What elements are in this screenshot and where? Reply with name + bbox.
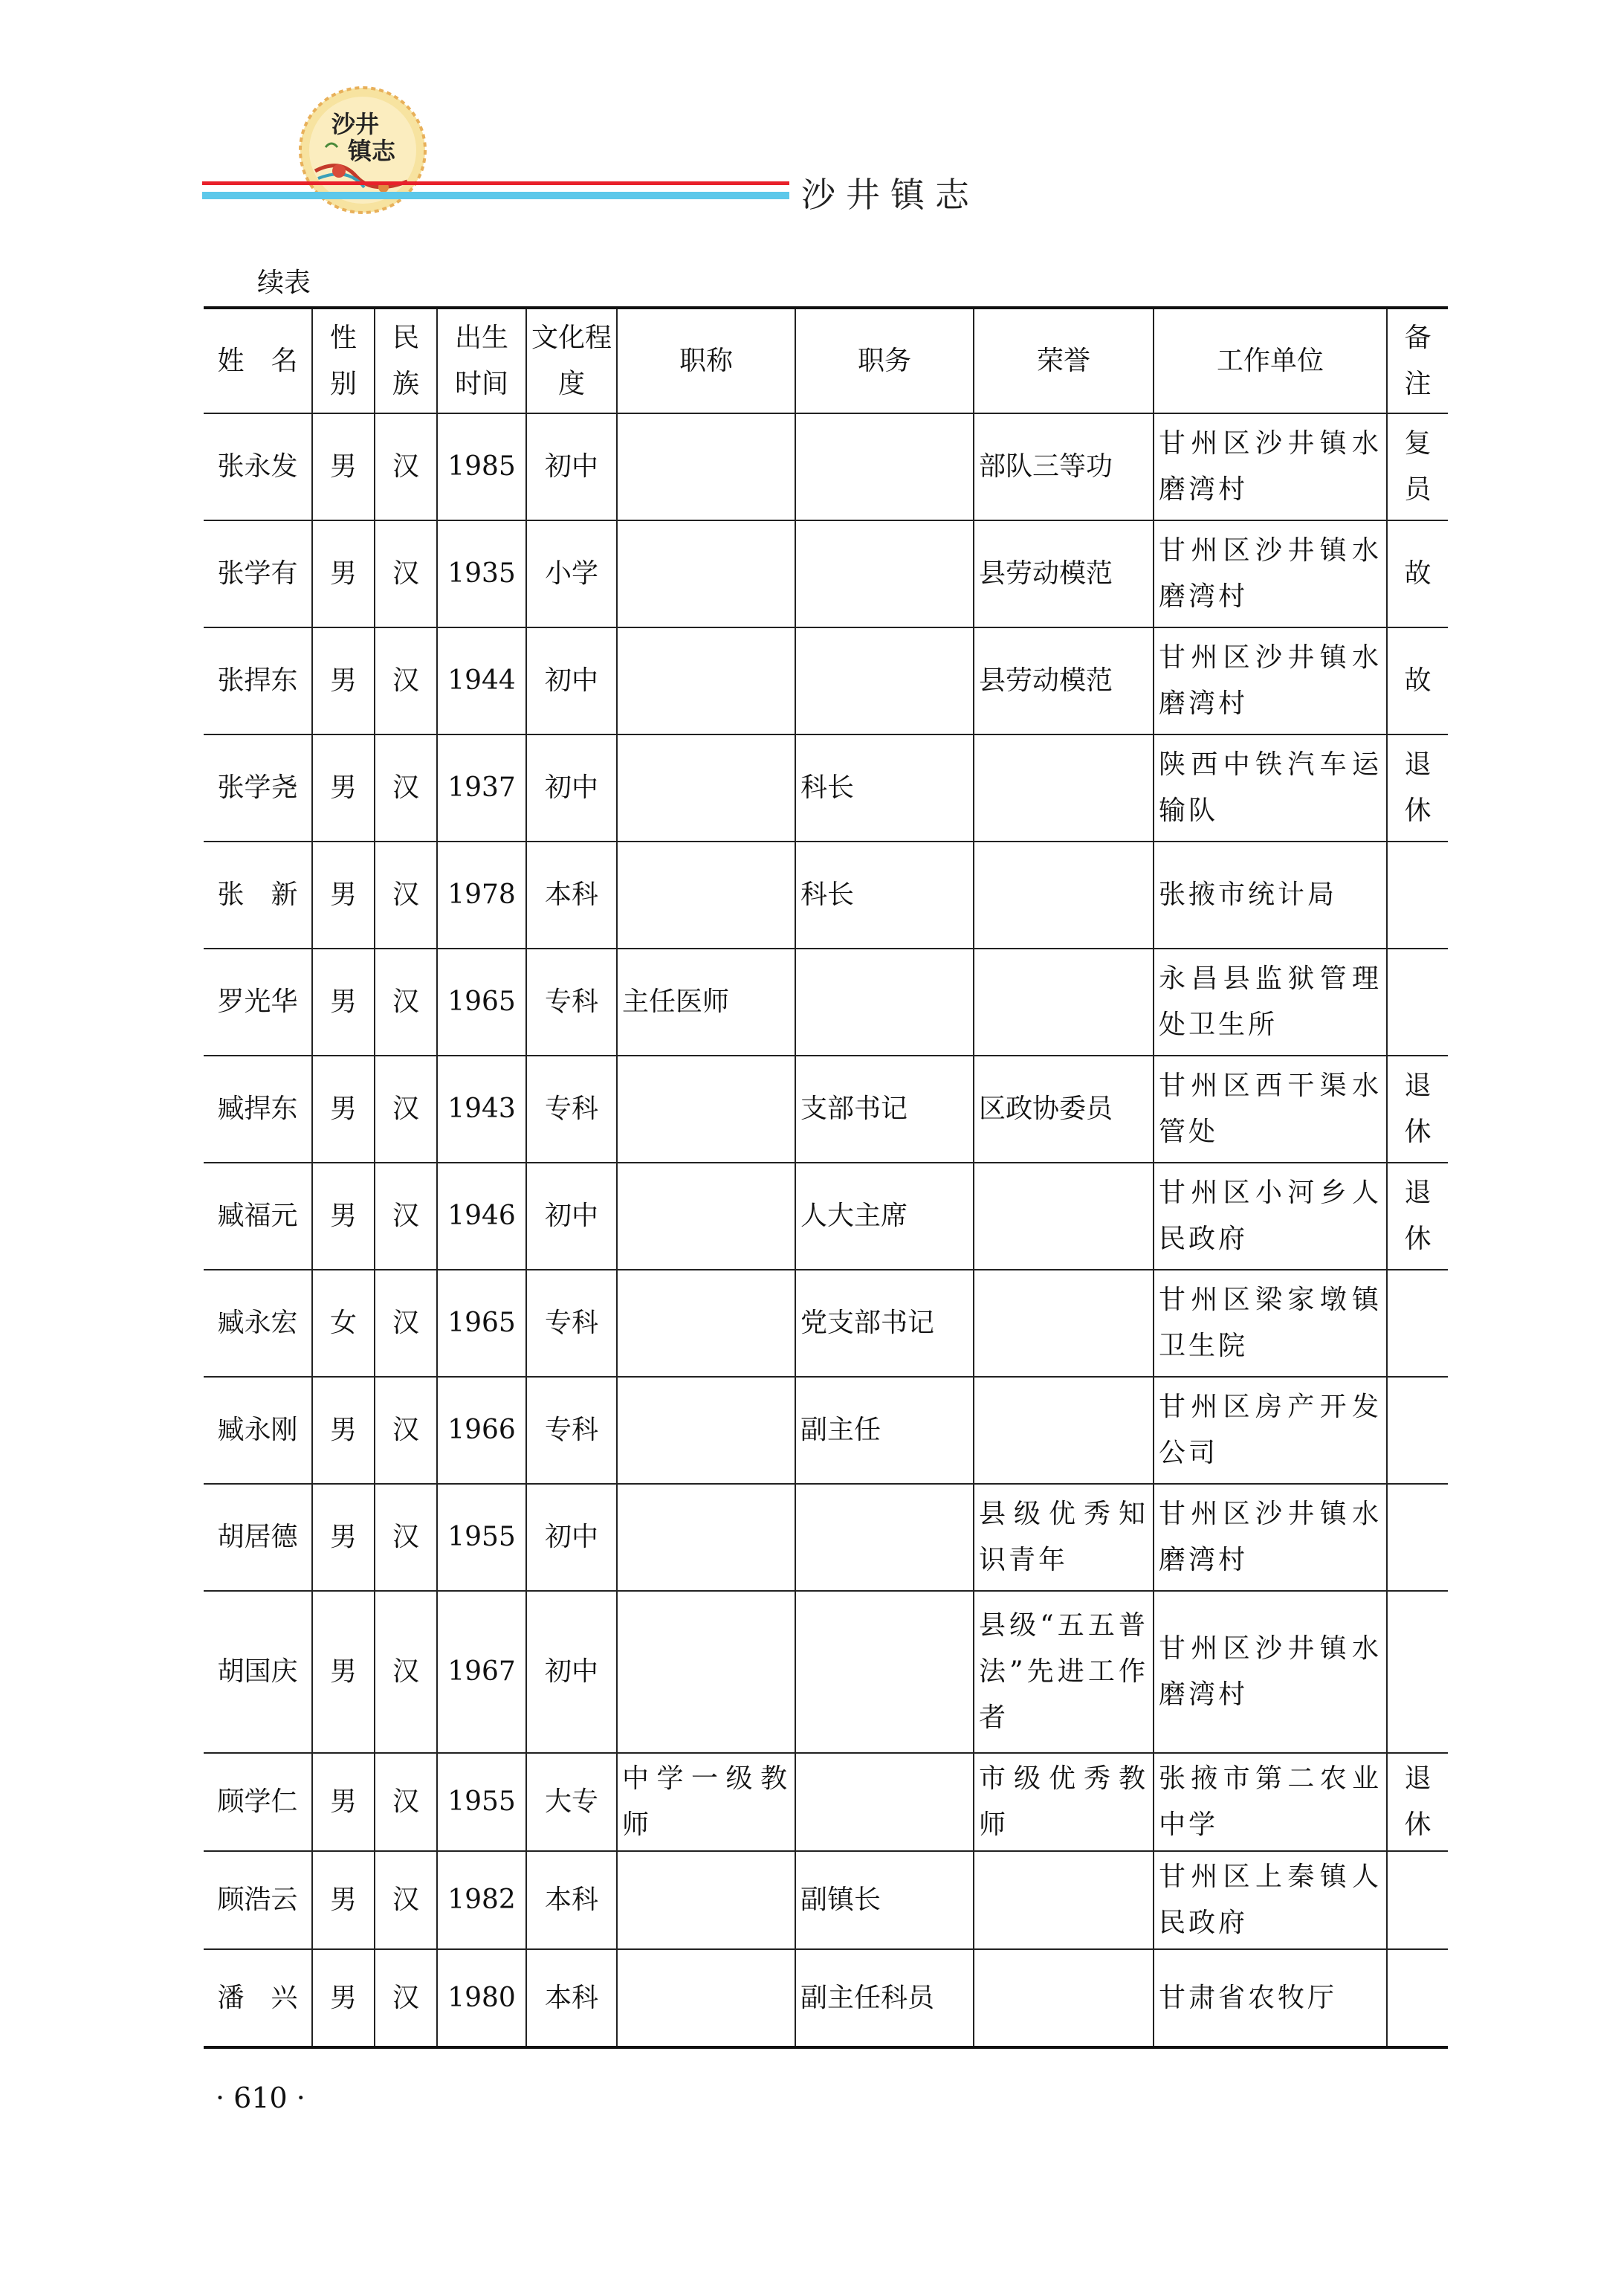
cell-note: 退休 (1387, 1056, 1448, 1163)
cell-education: 初中 (526, 1484, 617, 1591)
cell-honor: 县劳动模范 (974, 627, 1154, 734)
cell-unit: 甘州区梁家墩镇卫生院 (1154, 1270, 1387, 1377)
cell-year: 1943 (437, 1056, 526, 1163)
col-header-ethnic: 民族 (375, 308, 437, 413)
cell-ethnic: 汉 (375, 1163, 437, 1270)
cell-unit: 陕西中铁汽车运输队 (1154, 734, 1387, 842)
cell-honor: 部队三等功 (974, 413, 1154, 520)
cell-note (1387, 1949, 1448, 2047)
cell-title (617, 1056, 795, 1163)
cell-year: 1982 (437, 1851, 526, 1949)
col-header-name: 姓 名 (204, 308, 312, 413)
cell-title (617, 1591, 795, 1753)
cell-sex: 男 (312, 1753, 375, 1851)
cell-unit: 甘州区沙井镇水磨湾村 (1154, 1591, 1387, 1753)
cell-note: 故 (1387, 627, 1448, 734)
cell-education: 专科 (526, 1056, 617, 1163)
cell-year: 1965 (437, 1270, 526, 1377)
cell-honor: 区政协委员 (974, 1056, 1154, 1163)
cell-honor: 县级优秀知识青年 (974, 1484, 1154, 1591)
cell-year: 1935 (437, 520, 526, 627)
cell-ethnic: 汉 (375, 1851, 437, 1949)
cell-honor: 市级优秀教师 (974, 1753, 1154, 1851)
cell-post: 党支部书记 (795, 1270, 974, 1377)
cell-title (617, 520, 795, 627)
col-header-unit: 工作单位 (1154, 308, 1387, 413)
cell-honor (974, 1851, 1154, 1949)
cell-name: 胡居德 (204, 1484, 312, 1591)
cell-sex: 男 (312, 627, 375, 734)
cell-name: 臧永宏 (204, 1270, 312, 1377)
cell-unit: 甘肃省农牧厅 (1154, 1949, 1387, 2047)
cell-ethnic: 汉 (375, 520, 437, 627)
cell-title (617, 1949, 795, 2047)
page-number: · 610 · (216, 2082, 305, 2114)
cell-post (795, 949, 974, 1056)
table-row (204, 520, 1448, 627)
cell-unit: 永昌县监狱管理处卫生所 (1154, 949, 1387, 1056)
cell-unit: 张掖市第二农业中学 (1154, 1753, 1387, 1851)
table-row (204, 1377, 1448, 1484)
table-row (204, 1949, 1448, 2047)
cell-post (795, 1591, 974, 1753)
cell-title (617, 627, 795, 734)
cell-education: 小学 (526, 520, 617, 627)
cell-note (1387, 1270, 1448, 1377)
cell-note (1387, 1851, 1448, 1949)
cell-unit: 甘州区沙井镇水磨湾村 (1154, 520, 1387, 627)
cell-title (617, 1270, 795, 1377)
cell-year: 1955 (437, 1484, 526, 1591)
cell-post (795, 627, 974, 734)
col-header-sex: 性别 (312, 308, 375, 413)
cell-education: 专科 (526, 1377, 617, 1484)
cell-unit: 甘州区小河乡人民政府 (1154, 1163, 1387, 1270)
cell-note (1387, 842, 1448, 949)
cell-post: 科长 (795, 734, 974, 842)
cell-name: 张捍东 (204, 627, 312, 734)
cell-unit: 甘州区沙井镇水磨湾村 (1154, 413, 1387, 520)
cell-sex: 男 (312, 1851, 375, 1949)
cell-ethnic: 汉 (375, 1377, 437, 1484)
table-row (204, 1484, 1448, 1591)
cell-title (617, 1163, 795, 1270)
header-rule-blue (202, 192, 789, 199)
cell-honor (974, 1377, 1154, 1484)
cell-education: 初中 (526, 413, 617, 520)
cell-ethnic: 汉 (375, 842, 437, 949)
cell-unit: 甘州区沙井镇水磨湾村 (1154, 1484, 1387, 1591)
cell-name: 臧福元 (204, 1163, 312, 1270)
cell-name: 张学有 (204, 520, 312, 627)
cell-ethnic: 汉 (375, 949, 437, 1056)
cell-note: 退休 (1387, 1753, 1448, 1851)
cell-name: 张永发 (204, 413, 312, 520)
cell-sex: 男 (312, 1056, 375, 1163)
cell-education: 本科 (526, 1851, 617, 1949)
col-header-note: 备注 (1387, 308, 1448, 413)
cell-ethnic: 汉 (375, 627, 437, 734)
table-row (204, 1270, 1448, 1377)
col-header-birth: 出生时间 (437, 308, 526, 413)
cell-note: 退休 (1387, 734, 1448, 842)
cell-honor (974, 949, 1154, 1056)
cell-education: 大专 (526, 1753, 617, 1851)
header-rule-red (202, 181, 789, 185)
cell-sex: 男 (312, 413, 375, 520)
cell-education: 本科 (526, 842, 617, 949)
cell-post: 支部书记 (795, 1056, 974, 1163)
cell-unit: 张掖市统计局 (1154, 842, 1387, 949)
cell-year: 1946 (437, 1163, 526, 1270)
table-row (204, 1163, 1448, 1270)
persons-table (204, 306, 1448, 2049)
cell-name: 顾学仁 (204, 1753, 312, 1851)
cell-note (1387, 1484, 1448, 1591)
cell-post: 副镇长 (795, 1851, 974, 1949)
cell-education: 初中 (526, 1591, 617, 1753)
cell-year: 1978 (437, 842, 526, 949)
cell-honor: 县劳动模范 (974, 520, 1154, 627)
cell-year: 1967 (437, 1591, 526, 1753)
svg-text:镇志: 镇志 (347, 137, 396, 165)
cell-year: 1965 (437, 949, 526, 1056)
cell-post (795, 413, 974, 520)
cell-year: 1944 (437, 627, 526, 734)
cell-note: 复员 (1387, 413, 1448, 520)
cell-sex: 男 (312, 1377, 375, 1484)
cell-post: 副主任科员 (795, 1949, 974, 2047)
cell-post (795, 520, 974, 627)
cell-ethnic: 汉 (375, 1484, 437, 1591)
cell-unit: 甘州区上秦镇人民政府 (1154, 1851, 1387, 1949)
cell-note (1387, 949, 1448, 1056)
table-row (204, 1056, 1448, 1163)
col-header-title: 职称 (617, 308, 795, 413)
cell-ethnic: 汉 (375, 1949, 437, 2047)
cell-title: 中学一级教师 (617, 1753, 795, 1851)
cell-unit: 甘州区沙井镇水磨湾村 (1154, 627, 1387, 734)
cell-education: 专科 (526, 949, 617, 1056)
cell-ethnic: 汉 (375, 413, 437, 520)
cell-year: 1985 (437, 413, 526, 520)
table-row (204, 1591, 1448, 1753)
cell-name: 顾浩云 (204, 1851, 312, 1949)
table-row (204, 1753, 1448, 1851)
cell-title: 主任医师 (617, 949, 795, 1056)
cell-sex: 男 (312, 1163, 375, 1270)
cell-name: 臧捍东 (204, 1056, 312, 1163)
cell-ethnic: 汉 (375, 1591, 437, 1753)
cell-education: 初中 (526, 1163, 617, 1270)
svg-text:沙井: 沙井 (331, 110, 380, 138)
cell-post: 人大主席 (795, 1163, 974, 1270)
cell-post: 科长 (795, 842, 974, 949)
cell-unit: 甘州区房产开发公司 (1154, 1377, 1387, 1484)
cell-honor (974, 842, 1154, 949)
cell-year: 1966 (437, 1377, 526, 1484)
cell-sex: 男 (312, 949, 375, 1056)
book-title: 沙井镇志 (801, 175, 980, 215)
cell-note: 故 (1387, 520, 1448, 627)
cell-name: 臧永刚 (204, 1377, 312, 1484)
cell-sex: 男 (312, 842, 375, 949)
cell-honor (974, 734, 1154, 842)
col-header-education: 文化程度 (526, 308, 617, 413)
cell-note (1387, 1591, 1448, 1753)
table-row (204, 842, 1448, 949)
cell-education: 本科 (526, 1949, 617, 2047)
cell-sex: 男 (312, 520, 375, 627)
cell-sex: 男 (312, 1591, 375, 1753)
cell-year: 1937 (437, 734, 526, 842)
cell-ethnic: 汉 (375, 1270, 437, 1377)
cell-title (617, 842, 795, 949)
cell-education: 初中 (526, 627, 617, 734)
cell-year: 1980 (437, 1949, 526, 2047)
cell-title (617, 1851, 795, 1949)
cell-note (1387, 1377, 1448, 1484)
cell-education: 初中 (526, 734, 617, 842)
table-caption: 续表 (257, 268, 311, 298)
cell-ethnic: 汉 (375, 734, 437, 842)
page-header (0, 0, 1624, 223)
cell-honor (974, 1270, 1154, 1377)
cell-name: 胡国庆 (204, 1591, 312, 1753)
cell-unit: 甘州区西干渠水管处 (1154, 1056, 1387, 1163)
table-header-row (204, 308, 1448, 413)
cell-sex: 女 (312, 1270, 375, 1377)
cell-year: 1955 (437, 1753, 526, 1851)
cell-sex: 男 (312, 1484, 375, 1591)
cell-note: 退休 (1387, 1163, 1448, 1270)
cell-title (617, 1377, 795, 1484)
cell-post (795, 1753, 974, 1851)
cell-ethnic: 汉 (375, 1056, 437, 1163)
cell-name: 张学尧 (204, 734, 312, 842)
cell-honor (974, 1949, 1154, 2047)
cell-honor (974, 1163, 1154, 1270)
cell-post: 副主任 (795, 1377, 974, 1484)
cell-title (617, 413, 795, 520)
table-row (204, 949, 1448, 1056)
col-header-honor: 荣誉 (974, 308, 1154, 413)
cell-sex: 男 (312, 734, 375, 842)
cell-title (617, 1484, 795, 1591)
cell-post (795, 1484, 974, 1591)
table-row (204, 1851, 1448, 1949)
table-row (204, 734, 1448, 842)
cell-sex: 男 (312, 1949, 375, 2047)
cell-education: 专科 (526, 1270, 617, 1377)
cell-ethnic: 汉 (375, 1753, 437, 1851)
table-row (204, 627, 1448, 734)
cell-name: 张 新 (204, 842, 312, 949)
cell-name: 罗光华 (204, 949, 312, 1056)
cell-honor: 县级“五五普法”先进工作者 (974, 1591, 1154, 1753)
cell-name: 潘 兴 (204, 1949, 312, 2047)
col-header-post: 职务 (795, 308, 974, 413)
table-row (204, 413, 1448, 520)
cell-title (617, 734, 795, 842)
